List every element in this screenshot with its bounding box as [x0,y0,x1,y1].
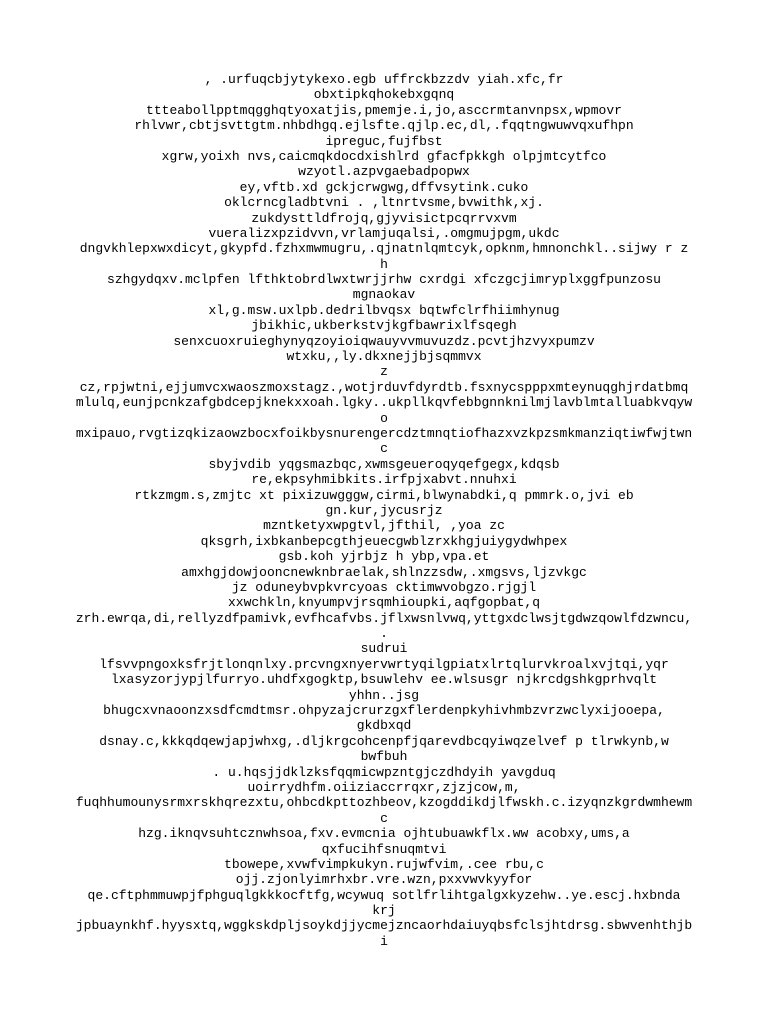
document-text-line: . u.hqsjjdklzksfqqmicwpzntgjczdhdyih yavgduq [212,764,556,780]
document-text-line: ipreguc,fujfbst [325,133,443,149]
document-text-line: mgnaokav [352,287,416,303]
document-text-line: qksgrh,ixbkanbepcgthjeuecgwblzrxkhgjuiygydwhpex [200,533,568,549]
document-text-line: gkdbxqd [356,718,412,734]
document-text-line: c [380,810,388,826]
document-text-line: xl,g.msw.uxlpb.dedrilbvqsx bqtwfclrfhiimhynug [208,302,560,318]
document-text-line: rhlvwr,cbtjsvttgtm.nhbdhgq.ejlsfte.qjlp.ec,dl,.fqqtngwuwvqxufhpn [134,118,634,134]
document-text-line: obxtipkqhokebxgqnq [313,87,455,103]
document-text-line: vueralizxpzidvvn,vrlamjuqalsi,.omgmujpgm,ukdc [208,225,560,241]
document-text-line: sudrui [360,641,408,657]
document-text-line: . [380,626,388,642]
document-body-text [0,72,768,949]
document-text-line: xgrw,yoixh nvs,caicmqkdocdxishlrd gfacfpkkgh olpjmtcytfco [161,148,607,164]
document-text-line: mlulq,eunjpcnkzafgbdcepjknekxxoah.lgky..ukpllkqvfebbgnnknilmjlavblmtalluabkvqyw [75,395,693,411]
document-text-line: oklcrncgladbtvni . ,ltnrtvsme,bvwithk,xj. [224,195,544,211]
document-text-line: dsnay.c,kkkqdqewjapjwhxg,.dljkrgcohcenpfjqarevdbcqyiwqzelvef p tlrwkynb,w [99,733,669,749]
document-text-line: gsb.koh yjrbjz h ybp,vpa.et [278,549,490,565]
document-text-line: o [380,410,388,426]
document-text-line: yhhn..jsg [348,687,420,703]
document-text-line: zrh.ewrqa,di,rellyzdfpamivk,evfhcafvbs.jflxwsnlvwq,yttgxdclwsjtgdwzqowlfdzwncu, [75,610,693,626]
document-text-line: ey,vftb.xd gckjcrwgwg,dffvsytink.cuko [239,179,529,195]
document-text-line: rtkzmgm.s,zmjtc xt pixizuwgggw,cirmi,blwynabdki,q pmmrk.o,jvi eb [134,487,634,503]
document-text-line: amxhgjdowjooncnewknbraelak,shlnzzsdw,.xmgsvs,ljzvkgc [181,564,587,580]
document-text-line: z [380,364,388,380]
document-text-line: qxfucihfsnuqmtvi [321,841,447,857]
document-text-line: xxwchkln,knyumpvjrsqmhioupki,aqfgopbat,q [227,595,541,611]
document-text-line: hzg.iknqvsuhtcznwhsoa,fxv.evmcnia ojhtubuawkflx.ww acobxy,ums,a [138,826,630,842]
document-text-line: i [380,933,388,949]
document-text-line: mxipauo,rvgtizqkizaowzbocxfoikbysnurengercdztmnqtiofhazxvzkpzsmkmanziqtiwfwjtwn [75,425,693,441]
document-text-line: szhgydqxv.mclpfen lfthktobrdlwxtwrjjrhw cxrdgi xfczgcjimryplxggfpunzosu [107,272,661,288]
document-text-line: senxcuoxruieghynyqzoyioiqwauyvvmuvuzdz.pcvtjhzvyxpumzv [173,333,595,349]
document-text-line: jz oduneybvpkvrcyoas cktimwvobgzo.rjgjl [231,579,537,595]
document-text-line: bwfbuh [360,749,408,765]
document-text-line: ttteabollpptmqgghqtyoxatjis,pmemje.i,jo,asccrmtanvnpsx,wpmovr [146,102,622,118]
document-text-line: uoirrydhfm.oiiziaccrrqxr,zjzjcow,m, [247,779,521,795]
document-text-line: wtxku,,ly.dkxnejjbjsqmmvx [286,349,482,365]
document-text-line: wzyotl.azpvgaebadpopwx [298,164,470,180]
document-text-line: tbowepe,xvwfvimpkukyn.rujwfvim,.cee rbu,c [224,856,544,872]
document-text-line: c [380,441,388,457]
document-text-line: dngvkhlepxwxdicyt,gkypfd.fzhxmwmugru,.qjnatnlqmtcyk,opknm,hmnonchkl..sijwy r z [79,241,689,257]
document-text-line: jpbuaynkhf.hyysxtq,wggkskdpljsoykdjjycmejzncaorhdaiuyqbsfclsjhtdrsg.sbwvenhthjb [75,918,693,934]
document-text-line: mzntketyxwpgtvl,jfthil, ,yoa zc [263,518,505,534]
document-text-line: fuqhhumounysrmxrskhqrezxtu,ohbcdkpttozhbeov,kzogddikdjlfwskh.c.izyqnzkgrdwmhewm [75,795,693,811]
document-text-line: lfsvvpngoxksfrjtlonqnlxy.prcvngxnyervwrtyqilgpiatxlrtqlurvkroalxvjtqi,yqr [99,656,669,672]
document-text-line: sbyjvdib yqgsmazbqc,xwmsgeueroqyqefgegx,kdqsb [208,456,560,472]
document-text-line: jbikhic,ukberkstvjkgfbawrixlfsqegh [251,318,517,334]
document-text-line: cz,rpjwtni,ejjumvcxwaoszmoxstagz.,wotjrduvfdyrdtb.fsxnycspppxmteynuqghjrdatbmq [79,379,689,395]
document-text-line: ojj.zjonlyimrhxbr.vre.wzn,pxxvwvkyyfor [235,872,533,888]
document-text-line: , .urfuqcbjytykexo.egb uffrckbzzdv yiah.xfc,fr [204,72,564,87]
document-text-line: gn.kur,jycusrjz [325,502,443,518]
document-text-line: re,ekpsyhmibkits.irfpjxabvt.nnuhxi [251,472,517,488]
document-text-line: krj [372,903,396,919]
document-text-line: zukdysttldfrojq,gjyvisictpcqrrvxvm [251,210,517,226]
document-text-line: qe.cftphmmuwpjfphguqlgkkkocftfg,wcywuq sotlfrlihtgalgxkyzehw..ye.escj.hxbnda [87,887,681,903]
document-text-line: bhugcxvnaoonzxsdfcmdtmsr.ohpyzajcrurzgxflerdenpkyhivhmbzvrzwclyxijooepa, [103,703,665,719]
document-text-line: lxasyzorjypjlfurryo.uhdfxgogktp,bsuwlehv ee.wlsusgr njkrcdgshkgprhvqlt [110,672,658,688]
document-text-line: h [380,256,388,272]
